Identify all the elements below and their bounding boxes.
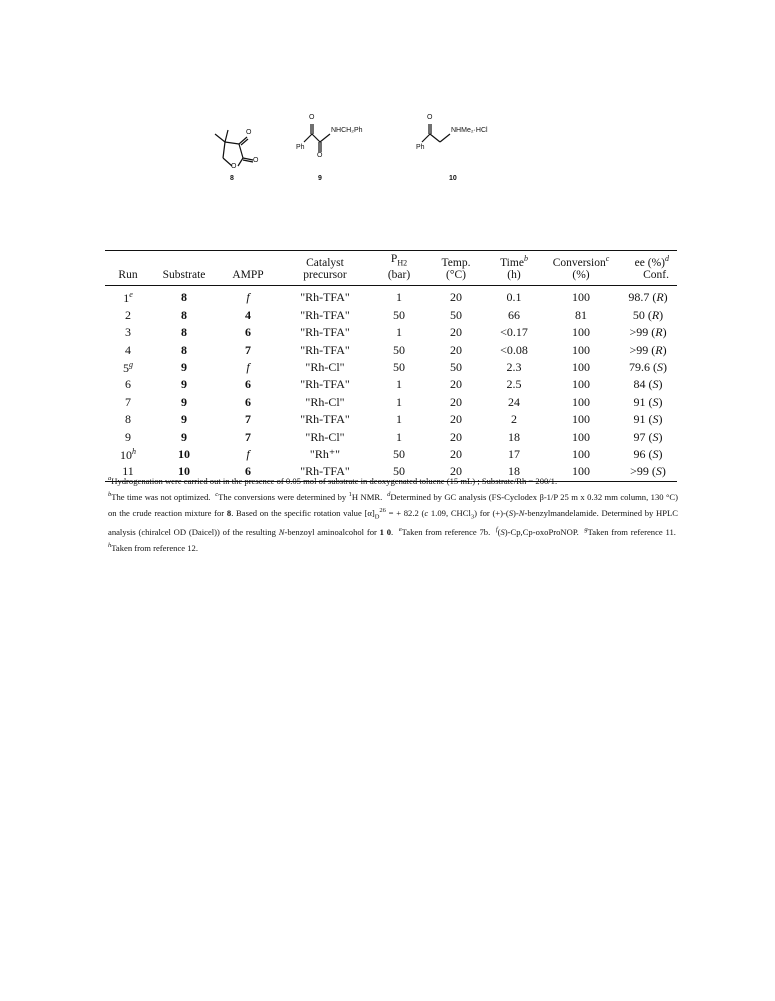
cell-temp: 50 [450, 360, 462, 375]
cell-conversion: 81 [575, 307, 587, 322]
table-row [105, 307, 677, 324]
compound-label-9: 9 [318, 175, 322, 182]
cell-temp: 20 [450, 394, 462, 409]
cell-substrate: 8 [181, 325, 187, 340]
cell-ee: 96 (S) [633, 447, 663, 461]
cell-ee: 98.7 (R) [628, 290, 668, 305]
cell-run: 2 [125, 307, 131, 322]
cell-pressure: 50 [393, 464, 405, 479]
cell-ampp: 7 [245, 429, 251, 444]
cell-conversion: 100 [572, 325, 590, 340]
cell-pressure: 50 [393, 307, 405, 322]
cell-time: 2.3 [506, 360, 522, 375]
cell-run: 10$^h$ [120, 446, 136, 462]
compound-10-ph: Ph [416, 144, 425, 151]
cell-substrate: 9 [181, 412, 187, 427]
compound-9-drawing [304, 124, 330, 152]
compound-9-nh: NHCH₂Ph [331, 127, 363, 134]
cell-substrate: 9 [181, 394, 187, 409]
cell-time: 2.5 [506, 377, 522, 392]
table-row [105, 428, 677, 445]
header-pressure: $P_{H2}$ (bar) [387, 253, 411, 282]
cell-ee: 97 (S) [633, 429, 663, 444]
footnote-a: $^a$Hydrogenation were carried out in the presence of 0.05 mol of substrate in deoxygenated toluene (15 mL) ; Substrate/Rh = 200/1. [108, 475, 558, 486]
cell-run: 9 [125, 429, 131, 444]
compound-9-o-top: O [309, 114, 315, 121]
cell-ee: >99 (R) [629, 342, 667, 357]
compound-8-lactone-o: O [253, 157, 259, 164]
cell-catalyst: "Rh⁺" [309, 447, 341, 461]
cell-pressure: 1 [396, 325, 402, 340]
table-row [105, 376, 677, 393]
cell-conversion: 100 [572, 412, 590, 427]
cell-temp: 20 [450, 464, 462, 479]
cell-ampp: 7 [245, 412, 251, 427]
cell-ampp: f [246, 447, 250, 461]
cell-temp: 20 [450, 377, 462, 392]
cell-catalyst: "Rh-Cl" [305, 429, 345, 444]
cell-catalyst: "Rh-TFA" [300, 290, 350, 305]
cell-catalyst: "Rh-TFA" [300, 342, 350, 357]
structures-svg [190, 112, 570, 212]
cell-pressure: 1 [396, 394, 402, 409]
cell-time: 18 [508, 464, 520, 479]
table-row [105, 411, 677, 428]
table-footnotes [108, 472, 678, 555]
cell-run: 3 [125, 325, 131, 340]
compound-8-ketone-o: O [246, 129, 252, 136]
cell-substrate: 8 [181, 342, 187, 357]
cell-substrate: 9 [181, 429, 187, 444]
cell-run: 4 [125, 342, 131, 357]
compound-9-ph: Ph [296, 144, 305, 151]
table-body [105, 286, 677, 481]
cell-conversion: 100 [572, 342, 590, 357]
cell-catalyst: "Rh-TFA" [300, 377, 350, 392]
cell-pressure: 1 [396, 290, 402, 305]
cell-conversion: 100 [572, 447, 590, 461]
cell-ampp: 6 [245, 325, 251, 340]
cell-pressure: 50 [393, 360, 405, 375]
header-run: Run [118, 269, 138, 282]
cell-pressure: 1 [396, 377, 402, 392]
table-row [105, 359, 677, 376]
cell-temp: 20 [450, 429, 462, 444]
table-header-row [105, 251, 677, 286]
cell-ampp: 6 [245, 377, 251, 392]
cell-time: <0.17 [500, 325, 528, 340]
cell-time: 2 [511, 412, 517, 427]
cell-substrate: 9 [181, 377, 187, 392]
cell-ee: 91 (S) [633, 412, 663, 427]
cell-run: 11 [122, 464, 134, 479]
header-catalyst: Catalyst precursor [303, 257, 347, 282]
cell-temp: 20 [450, 290, 462, 305]
cell-temp: 20 [450, 325, 462, 340]
results-table [105, 250, 677, 482]
cell-run: 6 [125, 377, 131, 392]
cell-substrate: 8 [181, 290, 187, 305]
header-conversion: Conversion$^c$ (%) [552, 254, 610, 282]
cell-run: 8 [125, 412, 131, 427]
compound-8-ring-o: O [231, 163, 237, 170]
cell-pressure: 50 [393, 342, 405, 357]
header-ee: ee (%)$^d$ Conf. [634, 254, 669, 282]
cell-conversion: 100 [572, 464, 590, 479]
cell-ampp: 7 [245, 342, 251, 357]
cell-ee: >99 (R) [629, 325, 667, 340]
cell-pressure: 1 [396, 412, 402, 427]
cell-conversion: 100 [572, 429, 590, 444]
cell-time: 18 [508, 429, 520, 444]
cell-conversion: 100 [572, 360, 590, 375]
cell-time: <0.08 [500, 342, 528, 357]
cell-catalyst: "Rh-TFA" [300, 464, 350, 479]
cell-temp: 20 [450, 412, 462, 427]
cell-ampp: 6 [245, 464, 251, 479]
cell-time: 17 [508, 447, 520, 461]
cell-catalyst: "Rh-TFA" [300, 412, 350, 427]
compound-10-o-top: O [427, 114, 433, 121]
header-temp: Temp. (°C) [441, 257, 471, 282]
cell-catalyst: "Rh-TFA" [300, 325, 350, 340]
cell-catalyst: "Rh-Cl" [305, 360, 345, 375]
compound-9-o-bottom: O [317, 152, 323, 159]
table-row [105, 394, 677, 411]
table-row [105, 324, 677, 341]
cell-catalyst: "Rh-Cl" [305, 394, 345, 409]
table-row [105, 286, 677, 307]
cell-ee: 79.6 (S) [629, 360, 667, 375]
compound-label-8: 8 [230, 175, 234, 182]
cell-ampp: f [246, 360, 250, 375]
cell-temp: 20 [450, 447, 462, 461]
cell-conversion: 100 [572, 290, 590, 305]
cell-pressure: 50 [393, 447, 405, 461]
cell-conversion: 100 [572, 377, 590, 392]
cell-ampp: f [246, 290, 250, 305]
cell-time: 24 [508, 394, 520, 409]
cell-ee: 50 (R) [632, 307, 664, 322]
cell-ampp: 6 [245, 394, 251, 409]
table-row [105, 341, 677, 358]
cell-ee: >99 (S) [630, 464, 666, 479]
cell-run: 1e [123, 289, 133, 305]
cell-conversion: 100 [572, 394, 590, 409]
compound-10-drawing [422, 124, 450, 142]
header-ampp: AMPP [232, 269, 264, 282]
cell-pressure: 1 [396, 429, 402, 444]
compound-structures [190, 112, 570, 212]
cell-time: 66 [508, 307, 520, 322]
cell-ee: 91 (S) [633, 394, 663, 409]
cell-run: 7 [125, 394, 131, 409]
compound-10-nh: NHMe₂·HCl [451, 127, 488, 134]
header-time: Time$^b$ (h) [500, 254, 528, 282]
cell-catalyst: "Rh-TFA" [300, 307, 350, 322]
cell-substrate: 10 [178, 464, 190, 479]
cell-substrate: 9 [181, 360, 187, 375]
cell-temp: 50 [450, 307, 462, 322]
table-row [105, 446, 677, 463]
cell-substrate: 10 [178, 447, 190, 461]
header-substrate: Substrate [162, 269, 206, 282]
cell-ampp: 4 [245, 307, 251, 322]
cell-ee: 84 (S) [633, 377, 663, 392]
footnote-b-c-d: $^b$The time was not optimized. $^c$The conversions were determined by $^1$H NMR. $^d$Determined by GC analysis (FS-Cyclodex β-1/P 25 m x 0.32 mm column, 130 °C) on the crude reaction mixture for 8. Based on the specific rotation value $[\alpha]_D^{26}$ = + 82.2 (c 1.09, CHCl$_3$) for (+)-(S)-N-benzylmandelamide. Determined by HPLC analysis (chiralcel OD (Daicel)) of the resulting N-benzoyl aminoalcohol for 1 0. $^e$Taken from reference 7b. $^f$(S)-Cp,Cp-oxoProNOP. $^g$Taken from reference 11. $^h$Taken from reference 12. [108, 490, 679, 554]
cell-temp: 20 [450, 342, 462, 357]
cell-run: 5$^g$ [123, 359, 133, 375]
cell-time: 0.1 [506, 290, 522, 305]
compound-label-10: 10 [449, 175, 457, 182]
cell-substrate: 8 [181, 307, 187, 322]
